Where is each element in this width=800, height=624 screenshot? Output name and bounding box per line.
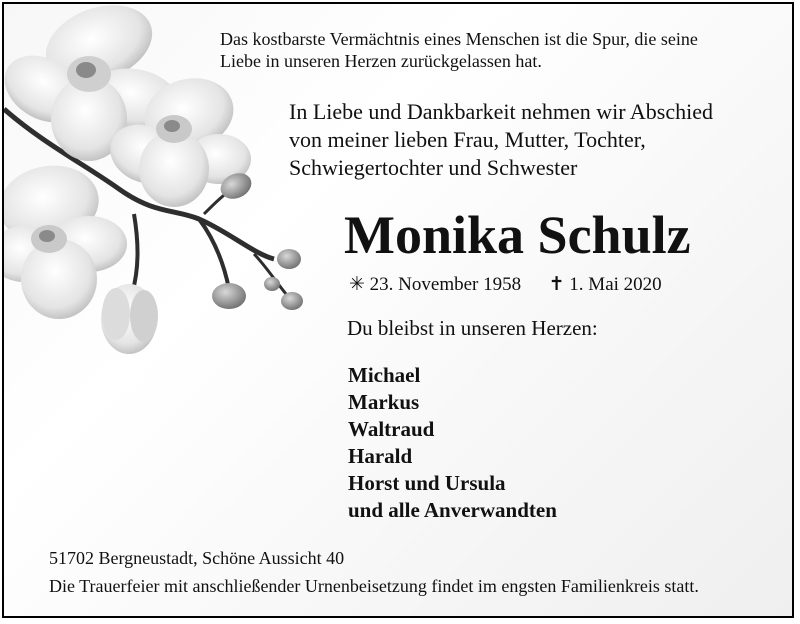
quote-text <box>220 28 780 72</box>
birth-date: 23. November 1958 <box>369 274 522 295</box>
ceremony-text: Die Trauerfeier mit anschließender Urnenbeisetzung findet im engsten Familienkreis statt. <box>49 576 699 596</box>
mourner-name: und alle Anverwandten <box>348 498 557 522</box>
death-date: 1. Mai 2020 <box>569 274 662 295</box>
mourner-name: Waltraud <box>348 417 435 441</box>
birth-star-icon: ✳ <box>349 274 365 295</box>
quote-line-1: Das kostbarste Vermächtnis eines Menschen ist die Spur, die seine <box>220 29 698 49</box>
life-dates <box>349 272 662 298</box>
farewell-text <box>289 98 789 182</box>
death-cross-icon: ✝ <box>548 274 565 295</box>
deceased-name: Monika Schulz <box>344 205 691 265</box>
mourner-name: Michael <box>348 363 421 387</box>
mourner-name: Horst und Ursula <box>348 471 506 495</box>
farewell-line-1: In Liebe und Dankbarkeit nehmen wir Abschied <box>289 99 713 124</box>
farewell-line-3: Schwiegertochter und Schwester <box>289 155 578 180</box>
mourner-name: Harald <box>348 444 413 468</box>
farewell-line-2: von meiner lieben Frau, Mutter, Tochter, <box>289 127 646 152</box>
quote-line-2: Liebe in unseren Herzen zurückgelassen hat. <box>220 51 542 71</box>
remember-text: Du bleibst in unseren Herzen: <box>347 316 598 340</box>
obituary-frame <box>2 2 794 618</box>
mourners-list <box>348 362 557 524</box>
address-text: 51702 Bergneustadt, Schöne Aussicht 40 <box>49 548 345 568</box>
mourner-name: Markus <box>348 390 420 414</box>
